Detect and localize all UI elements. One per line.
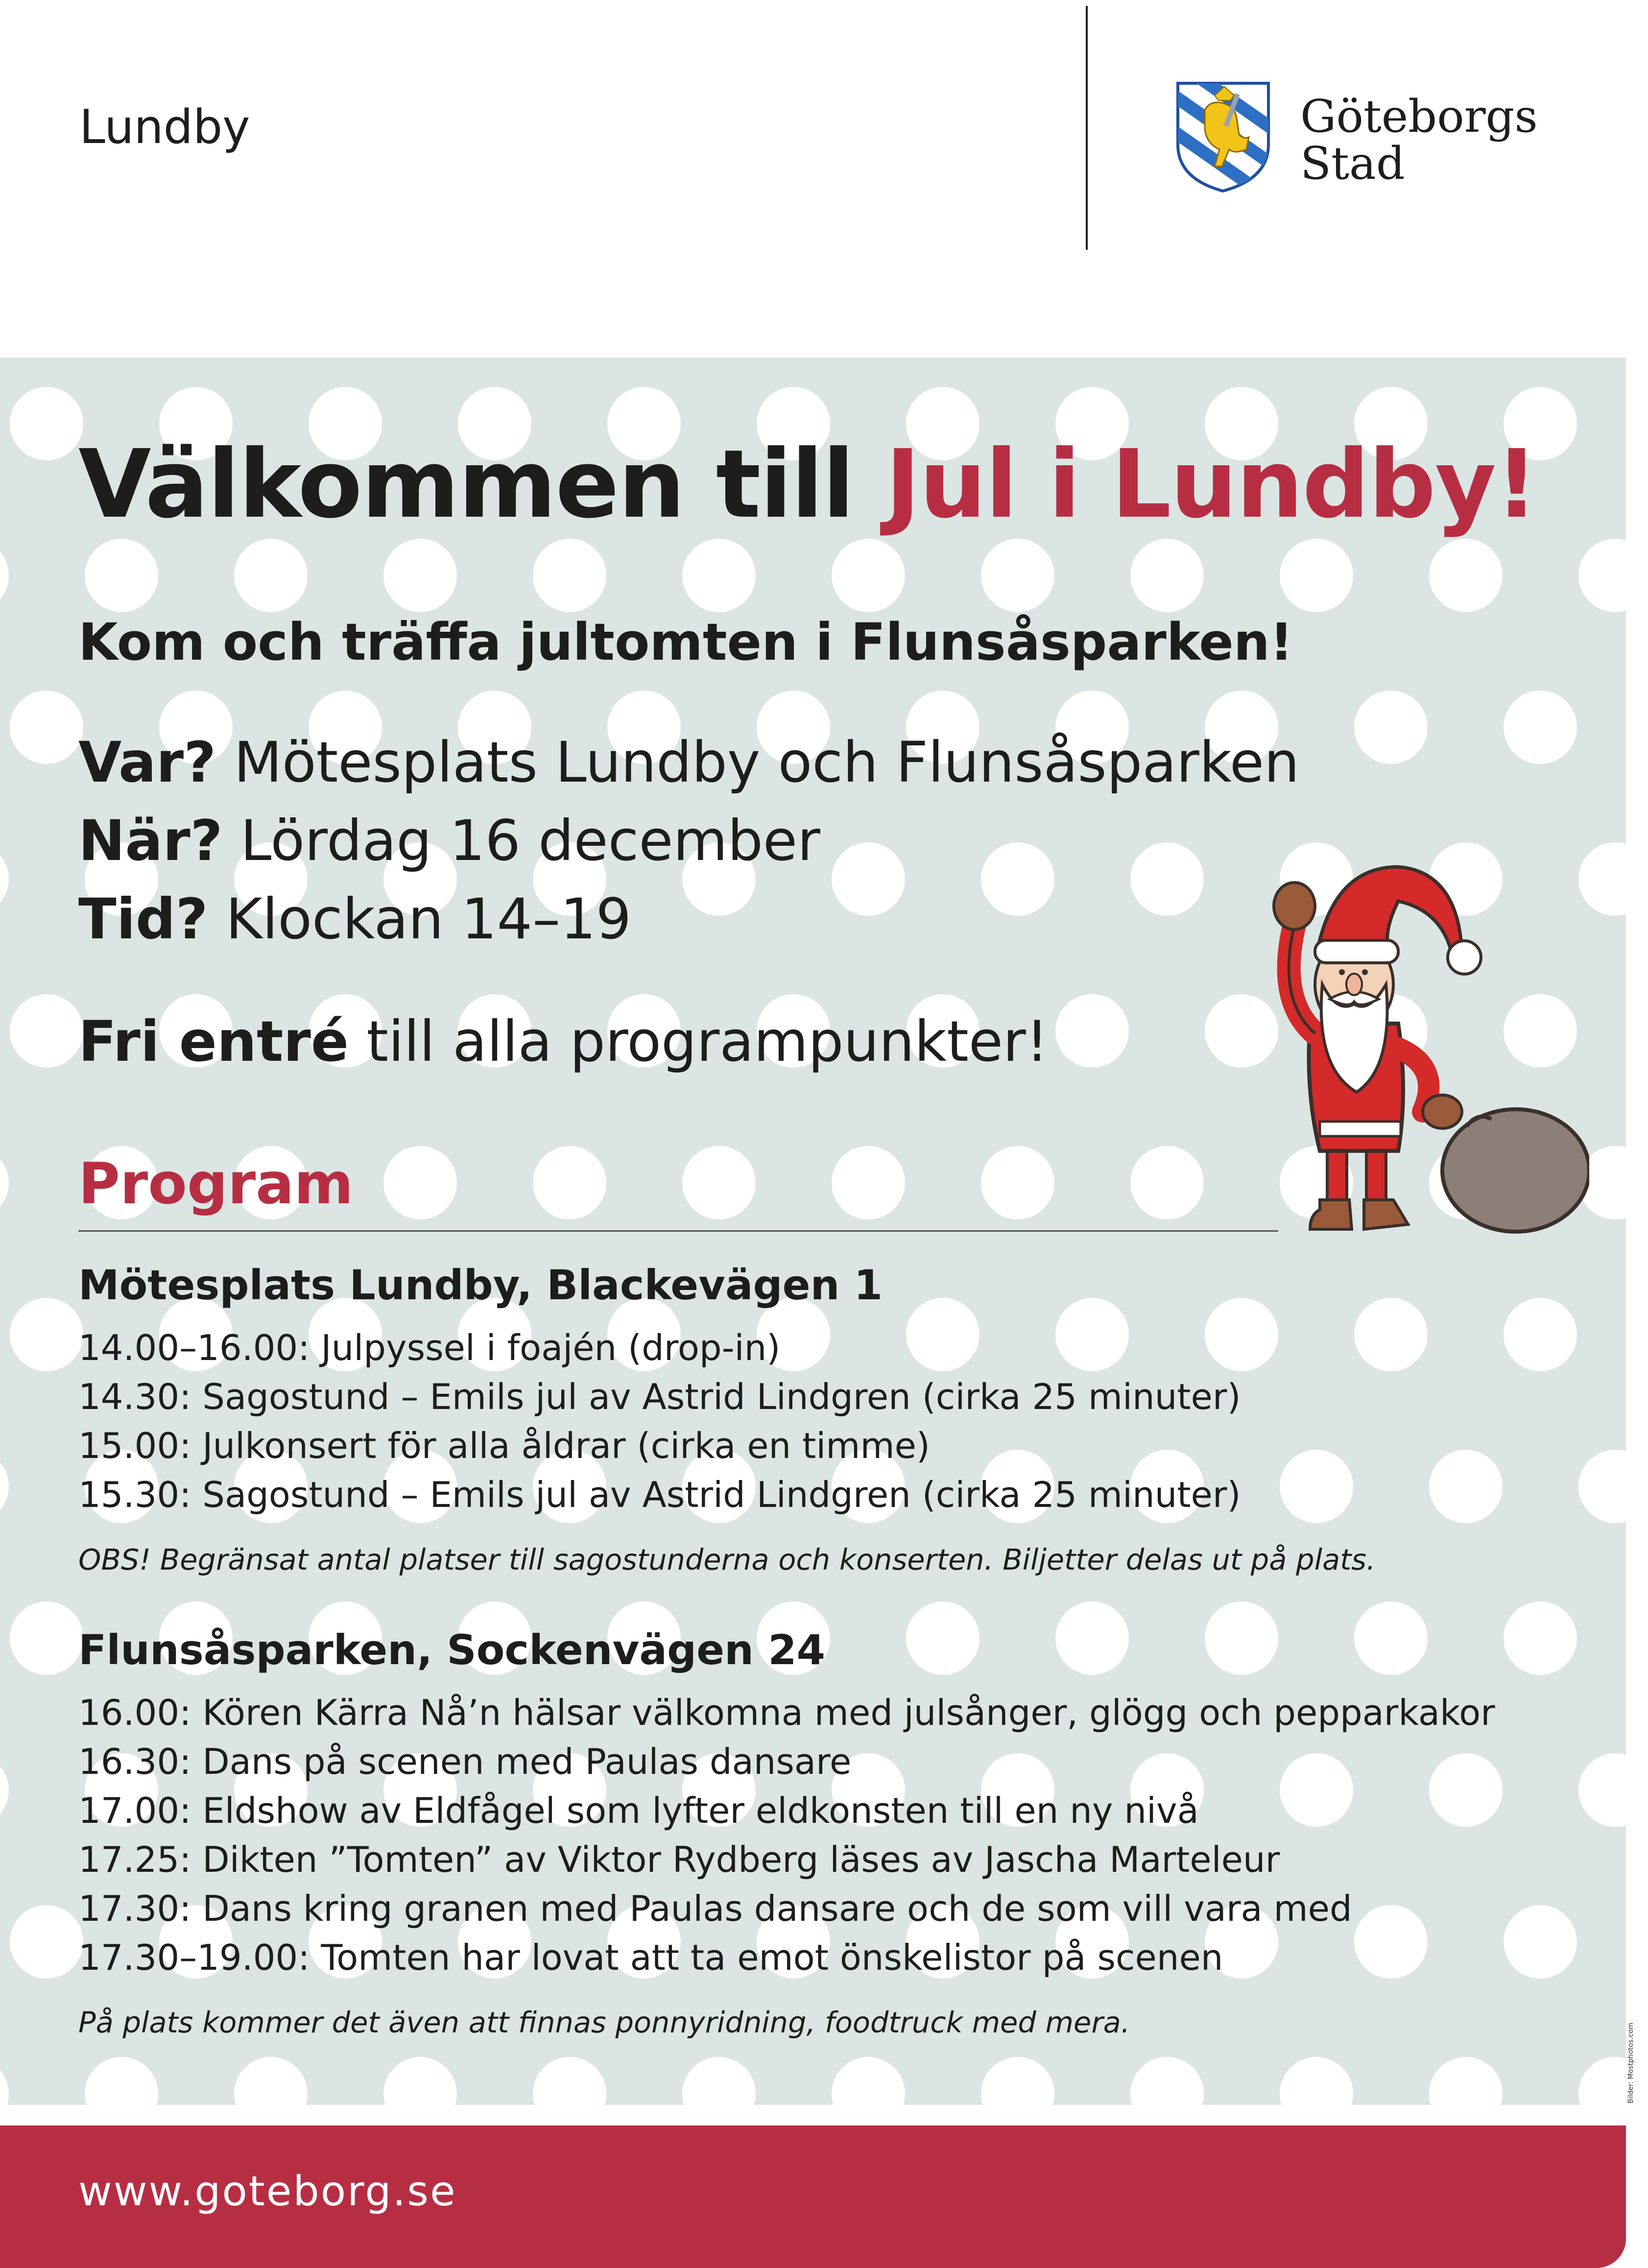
venue-2-heading: Flunsåsparken, Sockenvägen 24 xyxy=(78,1626,826,1674)
program-divider xyxy=(78,1230,1278,1232)
info-when xyxy=(78,808,820,873)
list-item: 14.30: Sagostund – Emils jul av Astrid Lindgren (cirka 25 minuter) xyxy=(78,1376,1241,1417)
logo-line-1: Göteborgs xyxy=(1300,90,1538,143)
venue-1-note: OBS! Begränsat antal platser till sagostunderna och konserten. Biljetter delas ut på plats. xyxy=(78,1543,1376,1576)
logo-wordmark xyxy=(1300,90,1538,190)
title-part-1: Välkommen till xyxy=(78,430,885,539)
poster-panel xyxy=(0,358,1626,2105)
header-divider xyxy=(1086,6,1088,250)
list-item: 16.30: Dans på scenen med Paulas dansare xyxy=(78,1741,852,1782)
info-time xyxy=(78,886,631,952)
program-heading: Program xyxy=(78,1151,354,1217)
coat-of-arms-icon xyxy=(1175,81,1271,193)
list-item: 14.00–16.00: Julpyssel i foajén (drop-in) xyxy=(78,1327,781,1368)
page-title xyxy=(78,430,1537,539)
list-item: 16.00: Kören Kärra Nå’n hälsar välkomna med julsånger, glögg och pepparkakor xyxy=(78,1692,1495,1733)
info-where-label: Var? xyxy=(78,730,216,795)
info-where xyxy=(78,730,1299,795)
list-item: 15.00: Julkonsert för alla åldrar (cirka en timme) xyxy=(78,1425,930,1466)
info-free-label: Fri entré xyxy=(78,1009,349,1074)
info-time-value: Klockan 14–19 xyxy=(208,886,632,952)
info-time-label: Tid? xyxy=(78,886,208,952)
venue-2-note: På plats kommer det även att finnas ponnyridning, foodtruck med mera. xyxy=(78,2005,1130,2039)
list-item: 17.30–19.00: Tomten har lovat att ta emot önskelistor på scenen xyxy=(78,1937,1223,1978)
list-item: 15.30: Sagostund – Emils jul av Astrid Lindgren (cirka 25 minuter) xyxy=(78,1474,1241,1515)
info-when-label: När? xyxy=(78,808,223,873)
logo-line-2: Stad xyxy=(1300,137,1405,190)
info-free-value: till alla programpunkter! xyxy=(349,1009,1049,1074)
list-item: 17.25: Dikten ”Tomten” av Viktor Rydberg läses av Jascha Marteleur xyxy=(78,1839,1280,1880)
info-where-value: Mötesplats Lundby och Flunsåsparken xyxy=(216,730,1300,795)
district-label: Lundby xyxy=(79,100,250,154)
image-credit: Bilder: Mostphotos.com xyxy=(1627,2023,1635,2104)
subtitle: Kom och träffa jultomten i Flunsåsparken! xyxy=(78,612,1293,672)
footer-website-link[interactable]: www.goteborg.se xyxy=(78,2167,457,2215)
info-free-entry xyxy=(78,1009,1048,1074)
list-item: 17.30: Dans kring granen med Paulas dansare och de som vill vara med xyxy=(78,1888,1352,1929)
info-when-value: Lördag 16 december xyxy=(222,808,820,873)
list-item: 17.00: Eldshow av Eldfågel som lyfter eldkonsten till en ny nivå xyxy=(78,1790,1199,1831)
venue-1-heading: Mötesplats Lundby, Blackevägen 1 xyxy=(78,1261,883,1309)
santa-claus-illustration xyxy=(1237,837,1589,1239)
title-part-2: Jul i Lundby! xyxy=(885,430,1537,539)
